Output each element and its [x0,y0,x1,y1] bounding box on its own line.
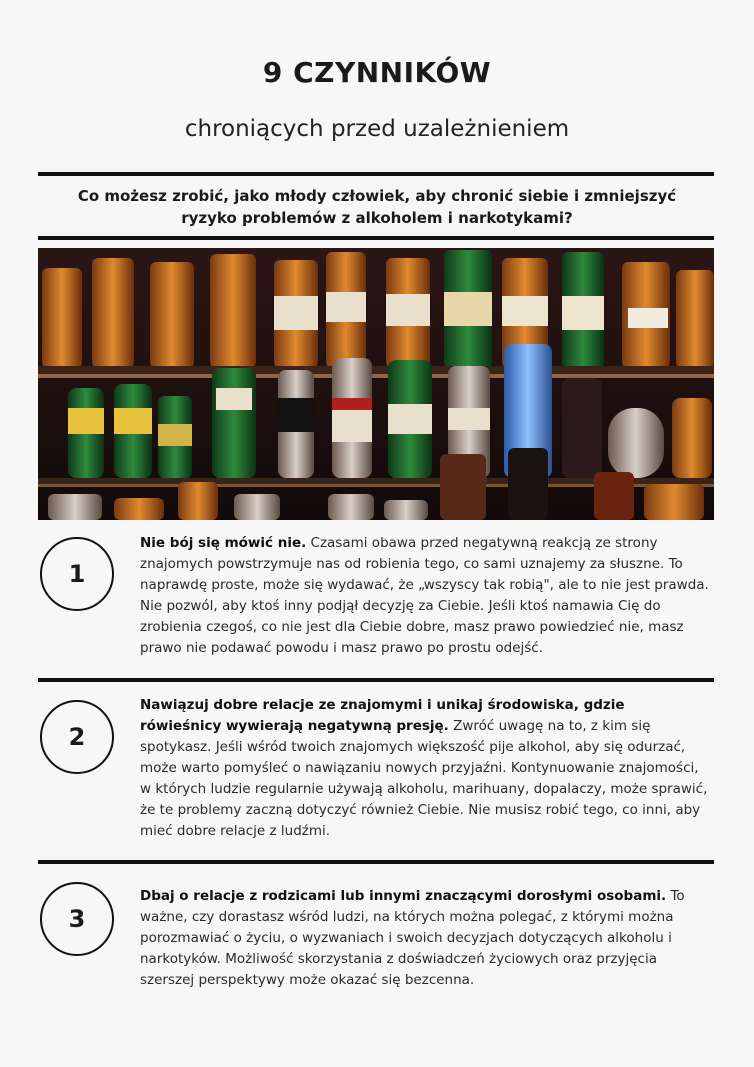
item-2-heading: Nawiązuj dobre relacje ze znajomymi i unikaj środowiska, gdzie rówieśnicy wywierają negatywną presję. [140,697,625,734]
item-number-circle-3 [40,882,114,956]
bar-shelf-illustration [38,248,714,520]
lead-question: Co możesz zrobić, jako młody człowiek, aby chronić siebie i zmniejszyć ryzyko problemów z alkoholem i narkotykami? [77,187,677,227]
item-1-body: Czasami obawa przed negatywną reakcją ze strony znajomych powstrzymuje nas od robienia tego, co sami uznajemy za słuszne. To naprawdę proste, może się wydawać, że „wszyscy tak robią", ale to nie jest prawda. Nie pozwól, aby ktoś inny podjął decyzję za Ciebie. Jeśli ktoś namawia Cię do zrobienia czegoś, co nie jest dla Ciebie dobre, masz prawo powiedzieć nie, masz prawo nie podawać powodu i masz prawo po prostu odejść. [140,535,709,656]
item-2-body: Zwróć uwagę na to, z kim się spotykasz. Jeśli wśród twoich znajomych większość pije alkohol, aby się odurzać, może warto pomyśleć o nawiązaniu nowych przyjaźni. Kontynuowanie znajomości, w których ludzie regularnie używają alkoholu, marihuany, dopalaczy, może sprawić, że te problemy zaczną dotyczyć również Ciebie. Nie musisz robić tego, co inni, aby mieć dobre relacje z ludźmi. [140,718,708,839]
item-2-text [140,695,710,842]
item-3-text [140,886,710,991]
page-title: 9 CZYNNIKÓW [262,56,492,89]
item-number: 3 [68,905,86,933]
item-3-body: To ważne, czy dorastasz wśród ludzi, na których można polegać, z którymi można porozmawiać o życiu, o wyzwaniach i swoich decyzjach dotyczących alkoholu i narkotyków. Możliwość skorzystania z doświadczeń życiowych oraz przyjęcia szerszej perspektywy może okazać się bezcenna. [140,888,685,988]
item-number: 1 [68,560,86,588]
page-subtitle: chroniących przed uzależnieniem [184,116,570,142]
item-number-circle-2 [40,700,114,774]
item-number: 2 [68,723,86,751]
divider-top [38,172,714,176]
item-number-circle-1 [40,537,114,611]
item-1-heading: Nie bój się mówić nie. [140,535,307,551]
divider-lead [38,236,714,240]
divider-2 [38,860,714,864]
item-1-text [140,533,710,659]
item-3-heading: Dbaj o relacje z rodzicami lub innymi znaczącymi dorosłymi osobami. [140,888,667,904]
bar-shelf-photo [38,248,714,520]
divider-1 [38,678,714,682]
